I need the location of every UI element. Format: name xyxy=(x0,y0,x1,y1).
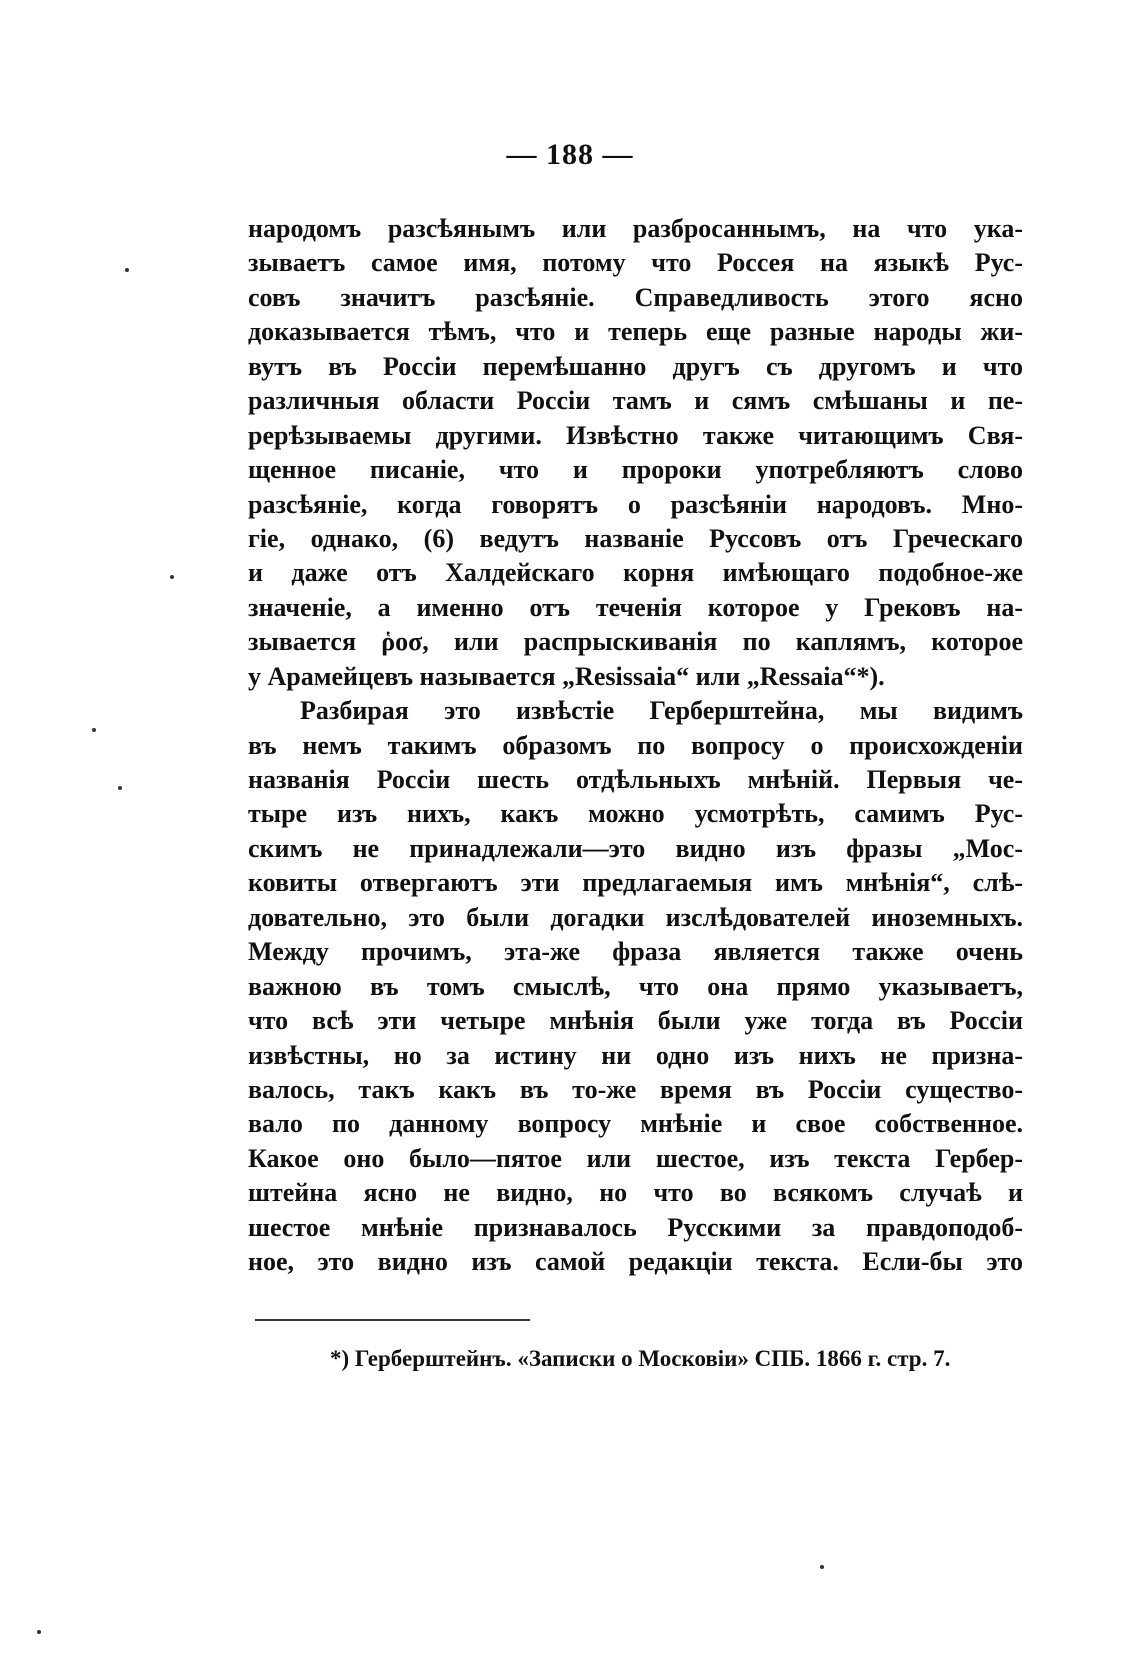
text-line: важною въ томъ смыслѣ, что она прямо указываетъ, xyxy=(248,971,1023,1001)
scan-speck xyxy=(820,1565,824,1569)
text-line: рерѣзываемы другими. Извѣстно также читающимъ Свя- xyxy=(248,420,1023,450)
text-line: валось, такъ какъ въ то-же время въ Россіи существо- xyxy=(248,1074,1023,1104)
text-line: ковиты отвергаютъ эти предлагаемыя имъ мнѣнія“, слѣ- xyxy=(248,868,1023,898)
page-number: — 188 — xyxy=(506,138,634,171)
scan-speck xyxy=(92,728,96,732)
text-line: у Арамейцевъ называется „Resissaia“ или „Ressaia“*). xyxy=(248,661,885,691)
text-line: шестое мнѣніе признавалось Русскими за правдоподоб- xyxy=(248,1212,1023,1242)
text-line: что всѣ эти четыре мнѣнія были уже тогда въ Россіи xyxy=(248,1006,1023,1036)
text-line: Между прочимъ, эта-же фраза является также очень xyxy=(248,937,1023,967)
text-line: зываетъ самое имя, потому что Россея на языкѣ Рус- xyxy=(248,248,1023,278)
text-line: зывается ῥοσ, или распрыскиванія по каплямъ, которое xyxy=(248,627,1023,657)
text-line: значеніе, а именно отъ теченія которое у Грековъ на- xyxy=(248,592,1023,622)
scan-speck xyxy=(170,575,174,579)
body-text xyxy=(248,212,1023,1280)
text-line: различныя области Россіи тамъ и сямъ смѣшаны и пе- xyxy=(248,386,1023,416)
text-line: скимъ не принадлежали—это видно изъ фразы „Мос- xyxy=(248,833,1023,863)
text-line: и даже отъ Халдейскаго корня имѣющаго подобное-же xyxy=(248,558,1023,588)
text-line: Разбирая это извѣстіе Герберштейна, мы видимъ xyxy=(300,696,1023,726)
text-line: штейна ясно не видно, но что во всякомъ случаѣ и xyxy=(248,1178,1023,1208)
text-line: тыре изъ нихъ, какъ можно усмотрѣть, самимъ Рус- xyxy=(248,799,1023,829)
text-line: гіе, однако, (6) ведутъ названіе Руссовъ отъ Греческаго xyxy=(248,523,1023,553)
text-line: извѣстны, но за истину ни одно изъ нихъ не призна- xyxy=(248,1040,1023,1070)
text-line: названія Россіи шесть отдѣльныхъ мнѣній. Первыя че- xyxy=(248,765,1023,794)
text-line: ное, это видно изъ самой редакціи текста. Если-бы это xyxy=(248,1247,1023,1277)
text-line: въ немъ такимъ образомъ по вопросу о происхожденіи xyxy=(248,730,1023,760)
text-line: щенное писаніе, что и пророки употребляютъ слово xyxy=(248,455,1023,485)
text-line: доказывается тѣмъ, что и теперь еще разные народы жи- xyxy=(248,317,1023,347)
text-line: довательно, это были догадки изслѣдователей иноземныхъ. xyxy=(248,902,1023,932)
text-line: разсѣяніе, когда говорятъ о разсѣяніи народовъ. Мно- xyxy=(248,489,1023,519)
scan-speck xyxy=(125,268,129,272)
footnote: *) Герберштейнъ. «Записки о Московіи» СПБ. 1866 г. стр. 7. xyxy=(330,1346,951,1371)
text-line: Какое оно было—пятое или шестое, изъ текста Гербер- xyxy=(248,1143,1023,1173)
footnote-divider xyxy=(255,1319,530,1321)
text-line: вало по данному вопросу мнѣніе и свое собственное. xyxy=(248,1109,1023,1139)
text-line: совъ значитъ разсѣяніе. Справедливость этого ясно xyxy=(248,282,1023,312)
scan-speck xyxy=(37,1630,41,1634)
scan-speck xyxy=(118,786,122,790)
text-line: вутъ въ Россіи перемѣшанно другъ съ другомъ и что xyxy=(248,351,1023,381)
text-line: народомъ разсѣянымъ или разбросаннымъ, на что ука- xyxy=(248,214,1023,243)
